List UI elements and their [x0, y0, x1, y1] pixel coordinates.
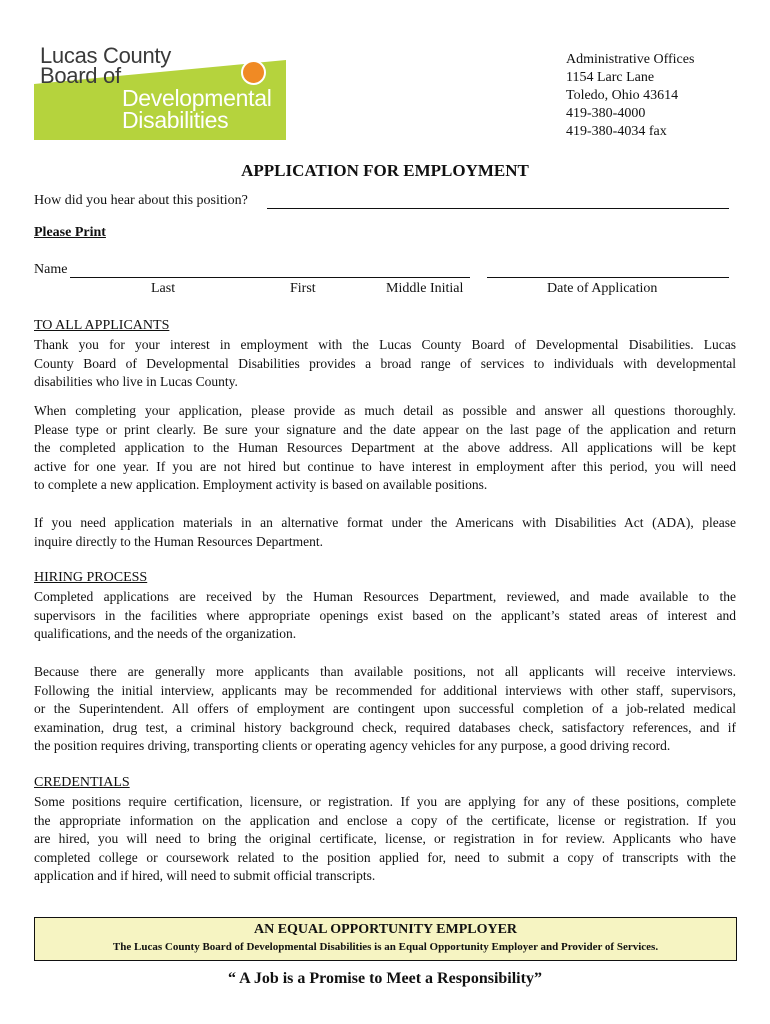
logo-line-2: Board of [40, 63, 121, 88]
equal-opportunity-box [34, 917, 737, 961]
hear-question-label: How did you hear about this position? [34, 193, 248, 208]
address-line: 419-380-4034 fax [566, 124, 667, 139]
to-all-applicants-heading: TO ALL APPLICANTS [34, 318, 170, 333]
hiring-paragraph-1 [34, 588, 736, 644]
hiring-paragraph-2 [34, 663, 736, 756]
name-middle-caption: Middle Initial [386, 281, 464, 296]
name-field[interactable] [70, 261, 470, 278]
address-line: 419-380-4000 [566, 106, 646, 121]
address-block [566, 51, 766, 141]
page-title: APPLICATION FOR EMPLOYMENT [241, 161, 529, 180]
name-last-caption: Last [151, 281, 176, 296]
to-all-paragraph-2 [34, 402, 736, 495]
text-line: examination, drug test, a criminal history background check, required databases check, satisfactory references, and if [34, 719, 736, 735]
text-line: the position requires driving, transporting clients or operating agency vehicles for any purpose, a good driving record. [34, 738, 671, 753]
text-line: or the Superintendent. All offers of employment are contingent upon successful completion of a job-related medical [34, 701, 736, 716]
text-line: inquire directly to the Human Resources Department. [34, 533, 324, 549]
text-line: Completed applications are received by the Human Resources Department, reviewed, and made available to the [34, 589, 736, 604]
address-line: Administrative Offices [566, 52, 695, 67]
name-first-caption: First [290, 281, 316, 296]
text-line: County Board of Developmental Disabilities provides a broad range of services to individuals with developmental [34, 355, 736, 371]
text-line: are hired, you will need to bring the original certificate, license, or registration in for review. Applicants who have [34, 831, 736, 846]
equal-opportunity-title: AN EQUAL OPPORTUNITY EMPLOYER [253, 922, 518, 937]
logo-orange-dot [241, 60, 266, 85]
equal-opportunity-subtitle: The Lucas County Board of Developmental Disabilities is an Equal Opportunity Employer and Provider of Services. [112, 941, 659, 953]
date-caption: Date of Application [547, 281, 658, 296]
text-line: application and if hired, will need to submit official transcripts. [34, 868, 376, 883]
credentials-heading: CREDENTIALS [34, 775, 130, 790]
address-line: 1154 Larc Lane [566, 70, 655, 85]
text-line: supervisors in the facilities where appropriate openings exist based on the applicant’s stated areas of interest and [34, 607, 736, 623]
motto: “ A Job is a Promise to Meet a Responsibility” [228, 970, 542, 987]
logo-line-1: Lucas County [40, 43, 171, 68]
name-label: Name [34, 262, 68, 277]
to-all-paragraph-1 [34, 336, 736, 392]
text-line: to complete a new application. Employment activity is based on available positions. [34, 477, 488, 492]
text-line: When completing your application, please provide as much detail as possible and answer all questions thoroughly. [34, 403, 736, 418]
text-line: If you need application materials in an alternative format under the Americans with Disabilities Act (ADA), please [34, 515, 736, 530]
credentials-paragraph [34, 793, 736, 886]
text-line: Thank you for your interest in employment with the Lucas County Board of Developmental Disabilities. Lucas [34, 337, 736, 352]
date-of-application-field[interactable] [487, 261, 729, 278]
text-line: Because there are generally more applicants than available positions, not all applicants will receive interviews. [34, 664, 736, 679]
text-line: the appropriate information on the application and enclose a copy of the certificate, license or registration. If you [34, 812, 736, 828]
please-print-label: Please Print [34, 225, 106, 240]
hiring-process-heading: HIRING PROCESS [34, 570, 148, 585]
text-line: qualifications, and the needs of the organization. [34, 626, 297, 641]
to-all-paragraph-3 [34, 514, 736, 551]
text-line: Please type or print clearly. Be sure your signature and the date appear on the last page of the application and return [34, 421, 736, 437]
text-line: the completed application to the Human Resources Department at the above address. All applications will be kept [34, 440, 736, 455]
hear-question-field[interactable] [267, 192, 729, 209]
text-line: Some positions require certification, licensure, or registration. If you are applying for any of these positions, complete [34, 794, 736, 809]
logo-line-3: Developmental [122, 85, 272, 111]
logo-line-4: Disabilities [122, 107, 229, 133]
text-line: completed college or coursework related to the position applied for, need to submit a copy of transcripts with the [34, 849, 736, 865]
text-line: active for one year. If you are not hired but continue to have interest in employment after this period, you will need [34, 458, 736, 474]
text-line: Following the initial interview, applicants may be recommended for additional interviews with other staff, supervisors, [34, 682, 736, 698]
text-line: disabilities who live in Lucas County. [34, 374, 238, 389]
address-line: Toledo, Ohio 43614 [566, 88, 679, 103]
